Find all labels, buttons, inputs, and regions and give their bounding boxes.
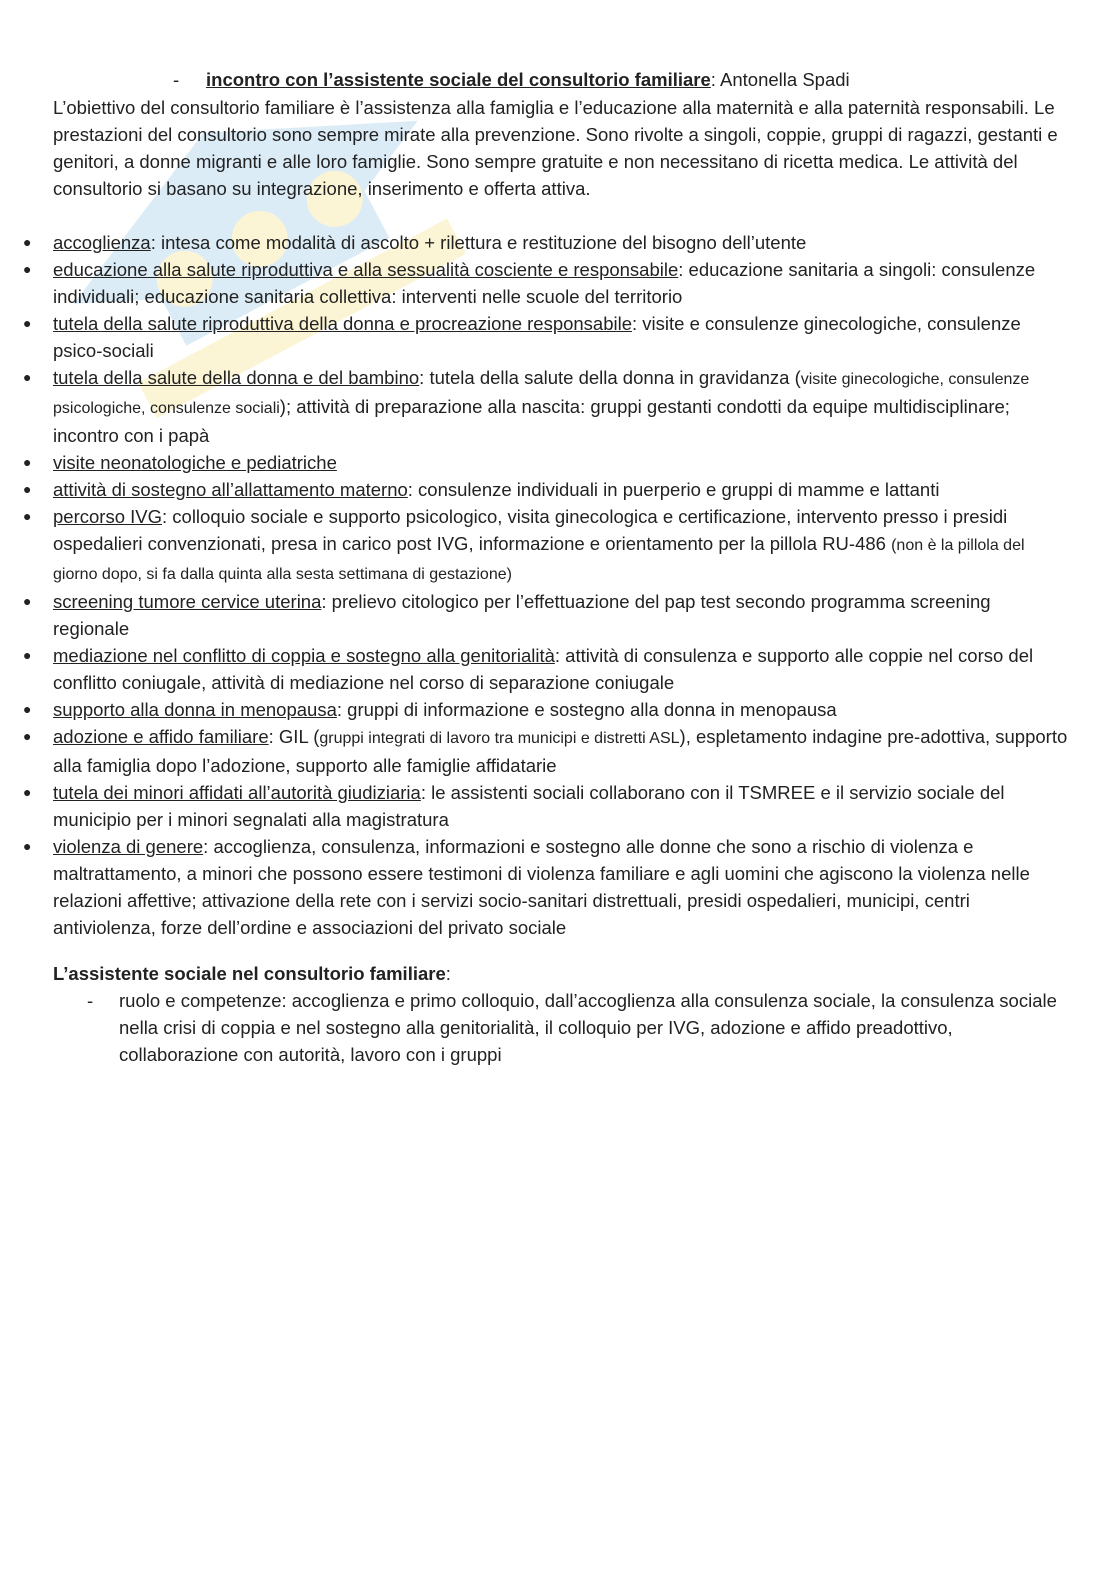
item-term: screening tumore cervice uterina — [53, 591, 322, 612]
bullet-icon: ● — [23, 481, 32, 497]
bullet-icon: ● — [23, 701, 32, 717]
bullet-icon: ● — [23, 315, 32, 331]
section-title: L’assistente sociale nel consultorio familiare — [53, 963, 446, 984]
bullet-icon: ● — [23, 593, 32, 609]
bullet-icon: ● — [23, 838, 32, 854]
bullet-icon: ● — [23, 647, 32, 663]
bullet-icon: ● — [23, 369, 32, 385]
item-small-text: gruppi integrati di lavoro tra municipi e distretti ASL — [319, 730, 680, 747]
item-small-text: (non è la pillola del giorno dopo, si fa dalla quinta alla sesta settimana di gestazione) — [53, 537, 1025, 583]
item-term: supporto alla donna in menopausa — [53, 699, 337, 720]
item-term: adozione e affido familiare — [53, 726, 269, 747]
list-item — [23, 503, 1068, 588]
item-text: : colloquio sociale e supporto psicologico, visita ginecologica e certificazione, intervento presso i presidi ospedalieri convenzionati, presa in carico post IVG, informazione e orientamento per la pillola RU-486 — [53, 506, 1008, 554]
role-text: ruolo e competenze: accoglienza e primo colloquio, dall’accoglienza alla consulenza sociale, la consulenza sociale nella crisi di coppia e nel sostegno alla genitorialità, il colloquio per IVG, adozione e affido preadottivo, collaborazione con autorità, lavoro con i gruppi — [119, 990, 1057, 1065]
intro-paragraph: L’obiettivo del consultorio familiare è l’assistenza alla famiglia e l’educazione alla maternità e alla paternità responsabili. Le prestazioni del consultorio sono sempre mirate alla prevenzione. Sono rivolte a singoli, coppie, gruppi di ragazzi, gestanti e genitori, a donne migranti e alle loro famiglie. Sono sempre gratuite e non necessitano di ricetta medica. Le attività del consultorio si basano su integrazione, inserimento e offerta attiva. — [53, 97, 1058, 199]
list-item — [23, 256, 1068, 310]
item-text: : le assistenti sociali collaborano con il TSMREE e il servizio sociale del municipio per i minori segnalati alla magistratura — [53, 782, 1005, 830]
dash-bullet: - — [87, 990, 94, 1011]
list-item — [23, 779, 1068, 833]
services-list — [23, 229, 1068, 941]
item-term: tutela dei minori affidati all’autorità giudiziaria — [53, 782, 421, 803]
role-list — [87, 987, 1064, 1068]
item-text: : consulenze individuali in puerperio e gruppi di mamme e lattanti — [407, 479, 940, 500]
list-item — [23, 229, 1068, 256]
item-term: attività di sostegno all’allattamento materno — [53, 479, 408, 500]
item-small-text: visite ginecologiche, consulenze psicologiche, consulenze sociali — [53, 371, 1030, 417]
item-text: : prelievo citologico per l’effettuazione del pap test secondo programma screening regionale — [53, 591, 991, 639]
list-item — [23, 723, 1068, 779]
list-item — [23, 364, 1068, 449]
list-item — [23, 588, 1068, 642]
list-item — [23, 310, 1068, 364]
list-item — [87, 987, 1064, 1068]
item-term: visite neonatologiche e pediatriche — [53, 452, 337, 473]
item-text-after: ); attività di preparazione alla nascita: gruppi gestanti condotti da equipe multidisciplinare; incontro con i papà — [53, 396, 1010, 446]
item-text: : attività di consulenza e supporto alle coppie nel corso del conflitto coniugale, attività di mediazione nel corso di separazione coniugale — [53, 645, 1034, 693]
header-dash: - — [173, 69, 180, 90]
list-item — [23, 476, 1068, 503]
item-term: accoglienza — [53, 232, 151, 253]
bullet-icon: ● — [23, 728, 32, 744]
list-item — [23, 696, 1068, 723]
item-text: : tutela della salute della donna in gravidanza ( — [419, 367, 801, 388]
item-term: tutela della salute riproduttiva della donna e procreazione responsabile — [53, 313, 633, 334]
section-colon: : — [445, 963, 451, 984]
header-speaker: : Antonella Spadi — [710, 69, 850, 90]
item-text: : educazione sanitaria a singoli: consulenze individuali; educazione sanitaria collettiva: interventi nelle scuole del territorio — [53, 259, 1036, 307]
item-term: percorso IVG — [53, 506, 162, 527]
list-item — [23, 833, 1068, 941]
list-item — [23, 642, 1068, 696]
bullet-icon: ● — [23, 784, 32, 800]
header-line — [173, 66, 850, 94]
item-text: : intesa come modalità di ascolto + rilettura e restituzione del bisogno dell’utente — [150, 232, 807, 253]
bullet-icon: ● — [23, 261, 32, 277]
bullet-icon: ● — [23, 234, 32, 250]
item-term: tutela della salute della donna e del bambino — [53, 367, 420, 388]
header-title: incontro con l’assistente sociale del consultorio familiare — [206, 69, 711, 90]
bullet-icon: ● — [23, 508, 32, 524]
list-item — [23, 449, 1068, 476]
bullet-icon: ● — [23, 454, 32, 470]
item-text: : GIL ( — [268, 726, 320, 747]
section-heading — [53, 960, 451, 988]
item-text: : gruppi di informazione e sostegno alla donna in menopausa — [336, 699, 837, 720]
item-term: educazione alla salute riproduttiva e alla sessualità cosciente e responsabile — [53, 259, 679, 280]
item-text: : visite e consulenze ginecologiche, consulenze psico-sociali — [53, 313, 1021, 361]
item-term: mediazione nel conflitto di coppia e sostegno alla genitorialità — [53, 645, 555, 666]
item-text-after: ), espletamento indagine pre-adottiva, supporto alla famiglia dopo l’adozione, supporto alle famiglie affidatarie — [53, 726, 1068, 776]
item-text: : accoglienza, consulenza, informazioni e sostegno alle donne che sono a rischio di violenza e maltrattamento, a minori che possono essere testimoni di violenza familiare e agli uomini che agiscono la violenza nelle relazioni affettive; attivazione della rete con i servizi socio-sanitari distrettuali, presidi ospedalieri, municipi, centri antiviolenza, forze dell’ordine e associazioni del privato sociale — [53, 836, 1030, 938]
item-term: violenza di genere — [53, 836, 204, 857]
